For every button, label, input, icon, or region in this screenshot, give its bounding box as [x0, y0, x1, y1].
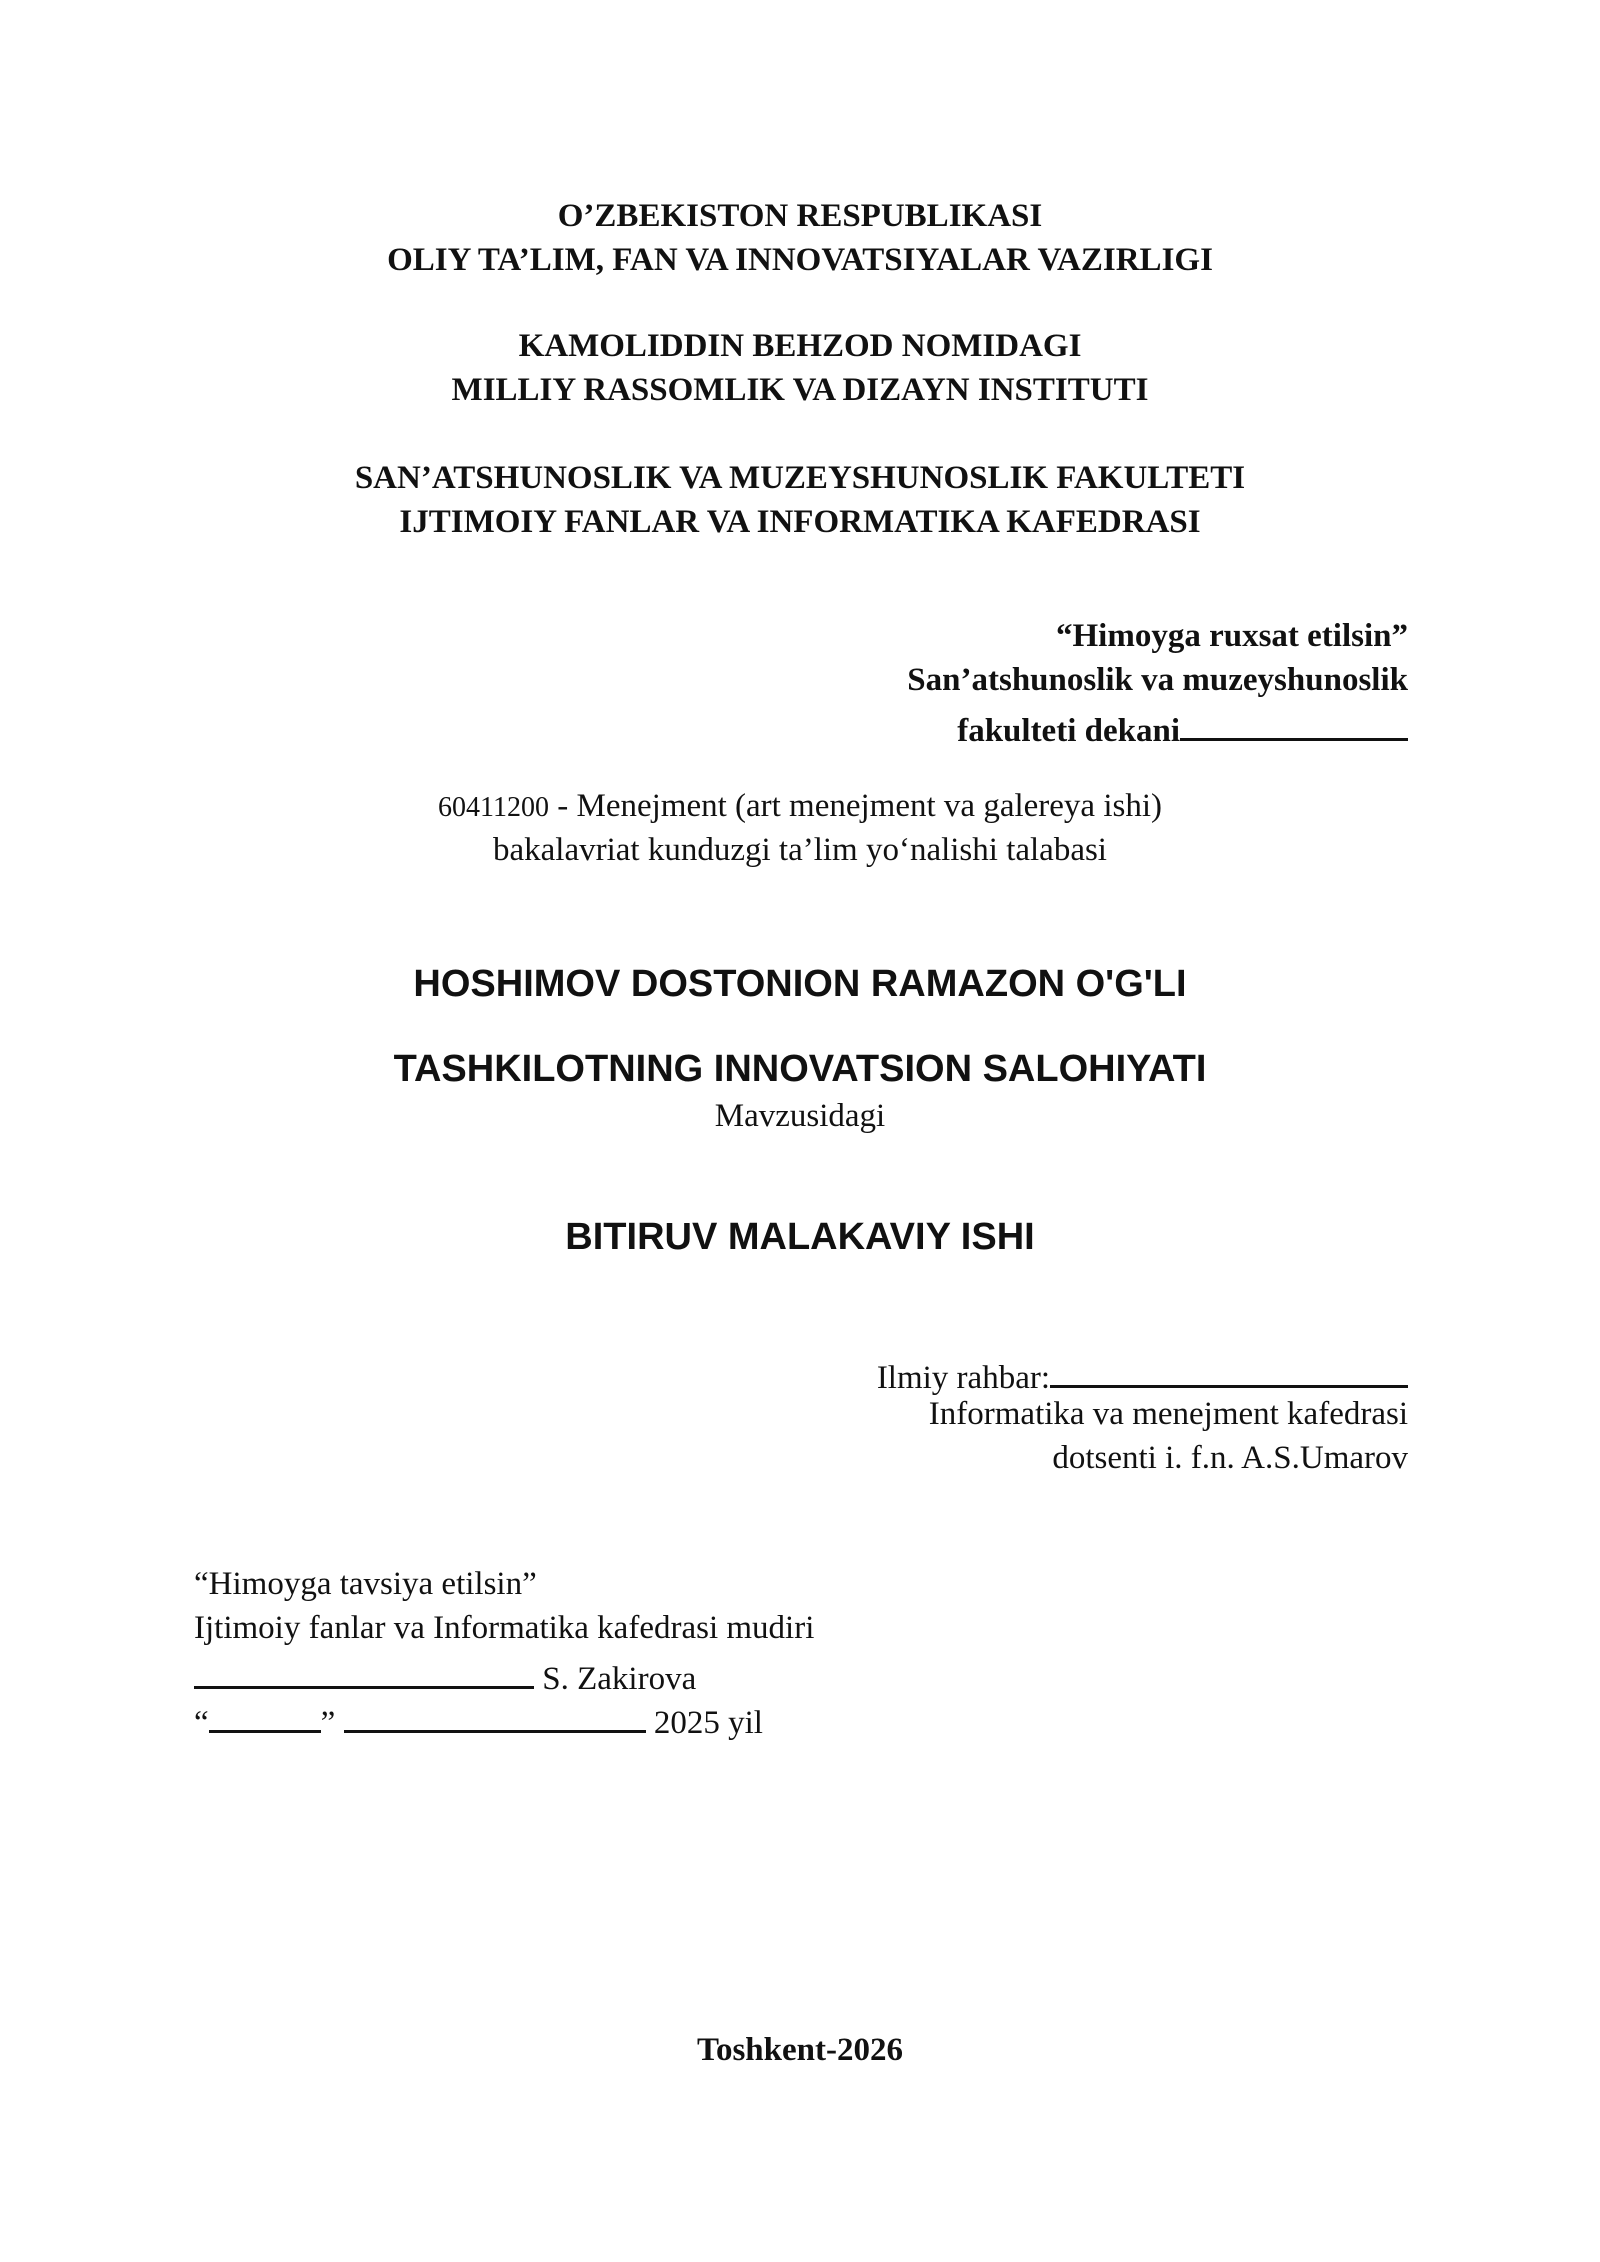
program-line-1: [0, 790, 1600, 823]
city-year: Toshkent-2026: [696, 2032, 903, 2068]
work-type: BITIRUV MALAKAVIY ISHI: [565, 1216, 1035, 1258]
dean-approval-line-2: San’atshunoslik va muzeyshunoslik: [907, 662, 1408, 698]
student-name: HOSHIMOV DOSTONION RAMAZON O'G'LI: [413, 963, 1187, 1005]
date-month-blank: [344, 1700, 646, 1733]
dean-approval-line-3: [957, 708, 1408, 748]
date-close-quote: ”: [320, 1705, 336, 1741]
date-day-blank: [209, 1700, 321, 1733]
supervisor-line-1: [877, 1355, 1408, 1395]
program-line-2: bakalavriat kunduzgi ta’lim yo‘nalishi talabasi: [493, 832, 1107, 868]
date-year: 2025 yil: [645, 1705, 763, 1741]
institute-line-2: MILLIY RASSOMLIK VA DIZAYN INSTITUTI: [451, 372, 1149, 408]
supervisor-label: Ilmiy rahbar:: [876, 1360, 1050, 1396]
date-open-quote: “: [194, 1705, 209, 1741]
recommendation-line-2: Ijtimoiy fanlar va Informatika kafedrasi mudiri: [194, 1610, 815, 1646]
dean-title: fakulteti dekani: [957, 713, 1180, 749]
faculty-line-1: SAN’ATSHUNOSLIK VA MUZEYSHUNOSLIK FAKULTETI: [354, 460, 1246, 496]
supervisor-signature-blank: [1050, 1355, 1408, 1388]
head-signature-blank: [194, 1656, 534, 1689]
institute-line-1: KAMOLIDDIN BEHZOD NOMIDAGI: [518, 328, 1082, 364]
recommendation-date-line: [194, 1700, 763, 1740]
ministry-line-2: OLIY TA’LIM, FAN VA INNOVATSIYALAR VAZIRLIGI: [387, 242, 1213, 278]
ministry-line-1: O’ZBEKISTON RESPUBLIKASI: [557, 198, 1043, 234]
supervisor-title: dotsenti i. f.n. A.S.Umarov: [1052, 1440, 1408, 1476]
recommendation-signer: S. Zakirova: [534, 1661, 697, 1697]
thesis-topic-suffix: Mavzusidagi: [714, 1098, 886, 1134]
faculty-line-2: IJTIMOIY FANLAR VA INFORMATIKA KAFEDRASI: [399, 504, 1201, 540]
dean-signature-blank: [1180, 708, 1408, 741]
program-code: 60411200: [438, 792, 549, 823]
dean-approval-line-1: “Himoyga ruxsat etilsin”: [1056, 618, 1408, 654]
recommendation-line-1: “Himoyga tavsiya etilsin”: [194, 1566, 537, 1602]
supervisor-dept: Informatika va menejment kafedrasi: [928, 1396, 1408, 1432]
program-name: - Menejment (art menejment va galereya ishi): [548, 788, 1162, 824]
thesis-topic: TASHKILOTNING INNOVATSION SALOHIYATI: [393, 1048, 1207, 1090]
recommendation-signer-line: [194, 1656, 696, 1696]
